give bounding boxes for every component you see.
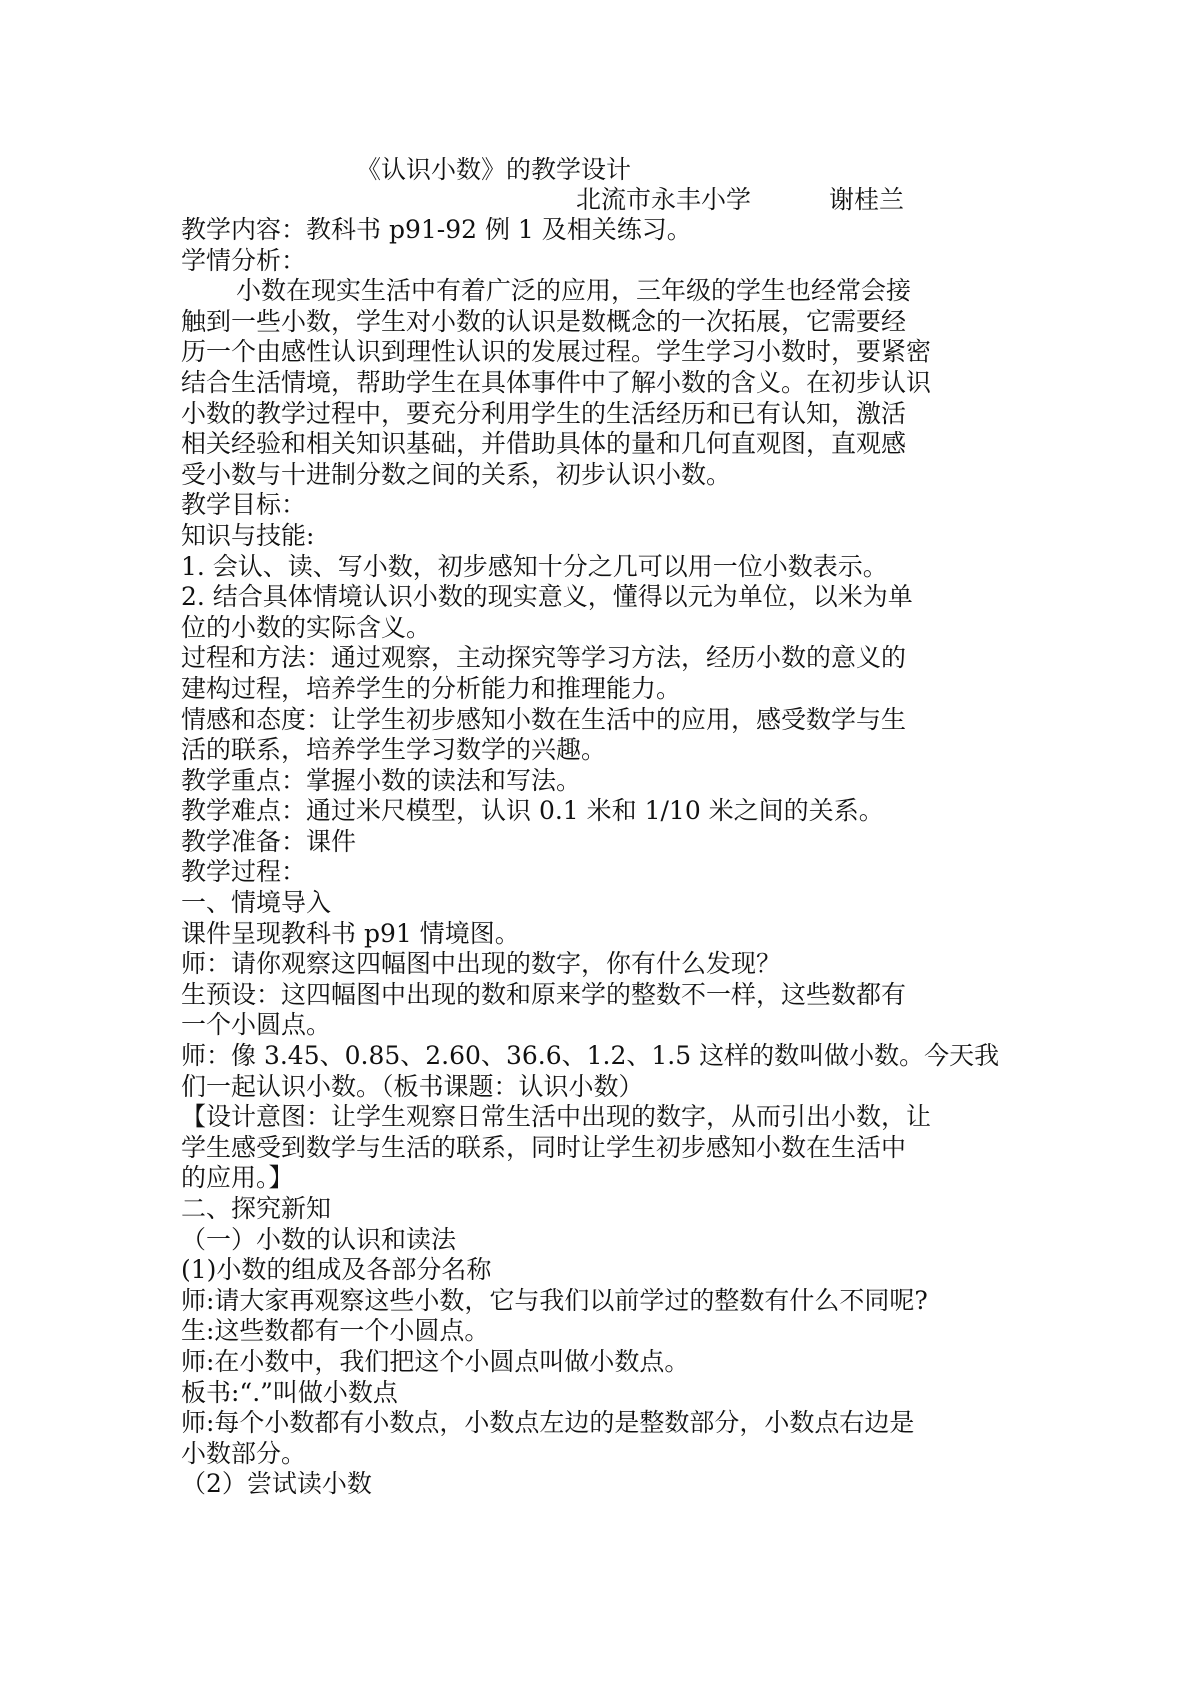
text-line: 位的小数的实际含义。: [181, 612, 432, 642]
text-line: 教学目标：: [181, 490, 307, 520]
text-line: 的应用。】: [181, 1163, 294, 1193]
text-line: 师:在小数中，我们把这个小圆点叫做小数点。: [181, 1346, 690, 1376]
text-line: 1. 会认、读、写小数，初步感知十分之几可以用一位小数表示。: [181, 551, 888, 581]
text-line: 一、情境导入: [181, 888, 332, 918]
text-line: 小数部分。: [181, 1438, 307, 1468]
text-line: 教学过程：: [181, 857, 307, 887]
text-line: 教学难点：通过米尺模型，认识 0.1 米和 1/10 米之间的关系。: [181, 796, 884, 826]
text-line: （2）尝试读小数: [181, 1469, 372, 1499]
text-line: 触到一些小数，学生对小数的认识是数概念的一次拓展，它需要经: [181, 306, 907, 336]
document-page: [181, 155, 1011, 1500]
text-line: 过程和方法：通过观察，主动探究等学习方法，经历小数的意义的: [181, 643, 907, 673]
text-line: 师:请大家再观察这些小数，它与我们以前学过的整数有什么不同呢?: [181, 1285, 928, 1315]
text-line: 建构过程，培养学生的分析能力和推理能力。: [181, 673, 682, 703]
author-school: 北流市永丰小学: [576, 185, 752, 214]
document-title: 《认识小数》的教学设计: [356, 155, 632, 184]
text-line: （一）小数的认识和读法: [181, 1224, 457, 1254]
text-line: 师：像 3.45、0.85、2.60、36.6、1.2、1.5 这样的数叫做小数。今天我: [181, 1041, 1000, 1071]
text-line: 生预设：这四幅图中出现的数和原来学的整数不一样，这些数都有: [181, 979, 907, 1009]
text-line: 教学重点：掌握小数的读法和写法。: [181, 765, 582, 795]
text-line: 板书:“.”叫做小数点: [181, 1377, 398, 1407]
text-line: 师:每个小数都有小数点，小数点左边的是整数部分，小数点右边是: [181, 1408, 915, 1438]
author-name: 谢桂兰: [828, 185, 904, 214]
text-line: 2. 结合具体情境认识小数的现实意义，懂得以元为单位，以米为单: [181, 582, 913, 612]
text-line: 课件呈现教科书 p91 情境图。: [181, 918, 520, 948]
text-line: 受小数与十进制分数之间的关系，初步认识小数。: [181, 459, 732, 489]
text-line: 学生感受到数学与生活的联系，同时让学生初步感知小数在生活中: [181, 1132, 907, 1162]
text-line: 小数的教学过程中，要充分利用学生的生活经历和已有认知，激活: [181, 398, 907, 428]
text-line: 历一个由感性认识到理性认识的发展过程。学生学习小数时，要紧密: [181, 337, 932, 367]
text-line: 生:这些数都有一个小圆点。: [181, 1316, 490, 1346]
text-line: 活的联系，培养学生学习数学的兴趣。: [181, 735, 607, 765]
text-line: 教学内容：教科书 p91-92 例 1 及相关练习。: [181, 215, 692, 244]
text-line: 师：请你观察这四幅图中出现的数字，你有什么发现？: [181, 949, 782, 979]
text-line: 二、探究新知: [181, 1194, 332, 1223]
document-body: [181, 215, 1011, 1500]
text-line: 结合生活情境，帮助学生在具体事件中了解小数的含义。在初步认识: [181, 367, 932, 397]
text-line: 知识与技能:: [181, 520, 315, 550]
text-line: 一个小圆点。: [181, 1010, 332, 1040]
text-line: 们一起认识小数。（板书课题：认识小数）: [181, 1071, 644, 1101]
author-line: [181, 185, 1011, 215]
text-line: 情感和态度：让学生初步感知小数在生活中的应用，感受数学与生: [181, 704, 907, 734]
text-line: 小数在现实生活中有着广泛的应用，三年级的学生也经常会接: [236, 276, 912, 306]
text-line: 教学准备：课件: [181, 826, 357, 856]
text-line: 【设计意图：让学生观察日常生活中出现的数字，从而引出小数，让: [181, 1102, 932, 1132]
text-line: (1)小数的组成及各部分名称: [181, 1255, 492, 1285]
text-line: 学情分析：: [181, 245, 307, 275]
text-line: 相关经验和相关知识基础，并借助具体的量和几何直观图，直观感: [181, 429, 907, 459]
